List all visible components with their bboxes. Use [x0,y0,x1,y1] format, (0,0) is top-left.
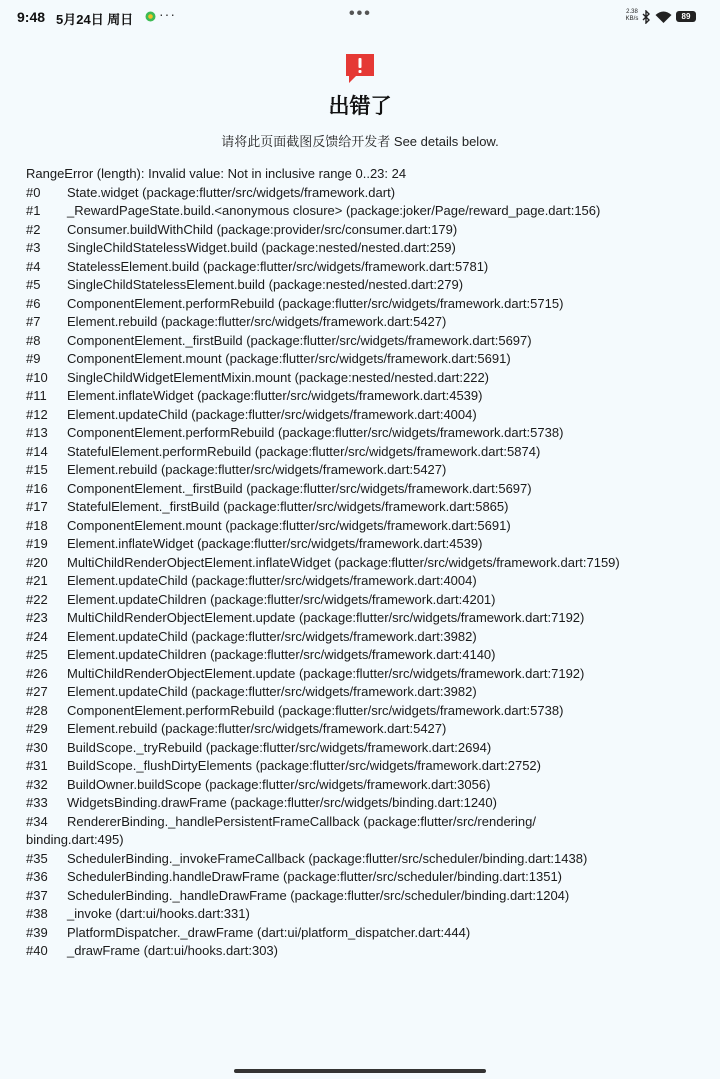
stack-frame-text: Consumer.buildWithChild (package:provider/src/consumer.dart:179) [67,221,458,237]
stack-frame-text: BuildScope._tryRebuild (package:flutter/src/widgets/framework.dart:2694) [67,739,492,755]
stack-frame-continuation: binding.dart:495) [26,832,124,847]
stack-frame-number: #0 [26,184,41,200]
app-notification-icon [145,11,156,22]
error-alert-icon [344,52,376,84]
stack-frame-text: SchedulerBinding._handleDrawFrame (package:flutter/src/scheduler/binding.dart:1204) [67,887,570,903]
stack-frame [26,202,706,221]
stack-frame [26,332,706,351]
stack-frame [26,665,706,684]
stack-frame [26,813,706,832]
stack-frame-number: #18 [26,517,48,533]
stack-frame-number: #23 [26,610,48,625]
battery-icon: 89 [676,11,696,22]
stack-frame-number: #29 [26,721,48,736]
stack-frame-text: BuildScope._flushDirtyElements (package:flutter/src/widgets/framework.dart:2752) [67,758,541,773]
stack-frame-number: #13 [26,425,48,440]
stack-frame-text: Element.inflateWidget (package:flutter/src/widgets/framework.dart:4539) [67,536,483,551]
stack-frame-text: Element.updateChild (package:flutter/src/widgets/framework.dart:4004) [67,573,477,588]
stack-frame-number: #22 [26,591,48,607]
stack-frame-number: #26 [26,665,48,681]
stack-frame [26,609,706,628]
stack-frame-number: #11 [26,388,47,403]
stack-frame-text: MultiChildRenderObjectElement.update (package:flutter/src/widgets/framework.dart:7192) [67,610,585,625]
stack-frame-number: #20 [26,554,48,570]
stack-frame [26,313,706,332]
stack-frame-number: #40 [26,943,48,958]
stack-frame-text: SchedulerBinding.handleDrawFrame (package:flutter/src/scheduler/binding.dart:1351) [67,869,562,884]
stack-frame [26,739,706,758]
network-speed-unit: KB/s [625,16,639,22]
stack-frame-number: #30 [26,739,48,755]
network-speed [622,9,642,23]
stack-frame [26,443,706,462]
stack-frame-text: ComponentElement._firstBuild (package:flutter/src/widgets/framework.dart:5697) [67,332,532,348]
stack-frame [26,942,706,961]
stack-frame-text: StatefulElement.performRebuild (package:flutter/src/widgets/framework.dart:5874) [67,443,541,459]
stack-frame-text: Element.rebuild (package:flutter/src/widgets/framework.dart:5427) [67,721,447,736]
stack-frame [26,350,706,369]
stack-frame-number: #12 [26,406,48,422]
stack-frame-text: ComponentElement.performRebuild (package:flutter/src/widgets/framework.dart:5715) [67,295,564,311]
stack-frame-number: #14 [26,443,48,459]
stack-frame-number: #33 [26,795,48,810]
stack-frame-text: ComponentElement._firstBuild (package:flutter/src/widgets/framework.dart:5697) [67,480,532,496]
stack-frame [26,683,706,702]
stack-frame-text: SingleChildWidgetElementMixin.mount (package:nested/nested.dart:222) [67,369,490,385]
stack-frame [26,424,706,443]
stack-frame-number: #4 [26,258,41,274]
stack-frame-text: StatefulElement._firstBuild (package:flutter/src/widgets/framework.dart:5865) [67,499,509,514]
stack-frame [26,905,706,924]
stack-frame-number: #17 [26,499,48,514]
stack-frame [26,461,706,480]
status-more-icon: ··· [159,6,176,22]
page-title: 出错了 [328,95,392,118]
stack-frame-number: #2 [26,221,41,237]
stack-frame-text: State.widget (package:flutter/src/widgets/framework.dart) [67,184,396,200]
stack-frame-text: ComponentElement.performRebuild (package:flutter/src/widgets/framework.dart:5738) [67,702,564,718]
stack-frame-text: MultiChildRenderObjectElement.inflateWidget (package:flutter/src/widgets/framework.dart:7159) [67,554,620,570]
stack-frame-text: PlatformDispatcher._drawFrame (dart:ui/platform_dispatcher.dart:444) [67,924,471,940]
stack-frame-number: #5 [26,277,41,292]
stack-frame [26,924,706,943]
stack-frame-text: Element.rebuild (package:flutter/src/widgets/framework.dart:5427) [67,462,447,477]
stack-frame [26,258,706,277]
stack-frame [26,480,706,499]
stack-frame-number: #36 [26,869,48,884]
stack-trace [26,184,706,961]
stack-frame-text: WidgetsBinding.drawFrame (package:flutter/src/widgets/binding.dart:1240) [67,795,497,810]
stack-frame-number: #16 [26,480,48,496]
stack-frame [26,276,706,295]
stack-frame-number: #37 [26,887,48,903]
stack-frame-number: #25 [26,647,48,662]
stack-frame-number: #35 [26,850,48,866]
stack-frame-text: ComponentElement.performRebuild (package:flutter/src/widgets/framework.dart:5738) [67,425,564,440]
stack-frame-number: #7 [26,314,41,329]
stack-frame-number: #34 [26,813,48,829]
stack-frame-text: Element.updateChild (package:flutter/src/widgets/framework.dart:4004) [67,406,477,422]
stack-frame [26,757,706,776]
stack-frame-text: Element.inflateWidget (package:flutter/src/widgets/framework.dart:4539) [67,388,483,403]
stack-frame [26,720,706,739]
stack-frame [26,184,706,203]
stack-frame [26,535,706,554]
stack-frame [26,628,706,647]
stack-frame [26,776,706,795]
stack-frame-number: #38 [26,906,48,921]
stack-frame-text: Element.updateChildren (package:flutter/src/widgets/framework.dart:4140) [67,647,496,662]
status-center-dots-icon[interactable]: ••• [349,5,372,22]
stack-frame [26,221,706,240]
stack-frame-text: BuildOwner.buildScope (package:flutter/src/widgets/framework.dart:3056) [67,776,491,792]
stack-frame-number: #27 [26,684,48,699]
stack-frame-number: #9 [26,351,41,366]
stack-frame-number: #15 [26,462,48,477]
home-indicator[interactable] [234,1069,486,1073]
stack-frame-number: #3 [26,240,41,255]
stack-frame-text: RendererBinding._handlePersistentFrameCallback (package:flutter/src/rendering/ [67,813,536,829]
stack-frame-number: #1 [26,203,41,218]
stack-frame-text: ComponentElement.mount (package:flutter/src/widgets/framework.dart:5691) [67,351,511,366]
stack-frame [26,591,706,610]
bluetooth-icon [641,10,651,24]
stack-frame-text: _drawFrame (dart:ui/hooks.dart:303) [67,943,278,958]
stack-frame [26,387,706,406]
stack-frame [26,850,706,869]
stack-frame-number: #6 [26,295,41,311]
stack-frame-number: #21 [26,573,48,588]
stack-frame-text: SingleChildStatelessElement.build (package:nested/nested.dart:279) [67,277,464,292]
stack-frame-text: _invoke (dart:ui/hooks.dart:331) [67,906,250,921]
stack-frame [26,887,706,906]
stack-frame-number: #19 [26,536,48,551]
wifi-icon [655,11,672,23]
page-subtitle: 请将此页面截图反馈给开发者 See details below. [221,134,499,149]
stack-frame [26,498,706,517]
stack-frame-text: _RewardPageState.build.<anonymous closure> (package:joker/Page/reward_page.dart:156) [67,203,601,218]
stack-frame [26,646,706,665]
stack-frame-text: ComponentElement.mount (package:flutter/src/widgets/framework.dart:5691) [67,517,511,533]
stack-frame-text: SchedulerBinding._invokeFrameCallback (package:flutter/src/scheduler/binding.dart:1438) [67,850,588,866]
stack-frame [26,868,706,887]
status-bar [0,0,720,34]
stack-frame-text: StatelessElement.build (package:flutter/src/widgets/framework.dart:5781) [67,258,489,274]
network-speed-value: 2.38 [626,9,638,15]
stack-frame [26,554,706,573]
stack-frame [26,295,706,314]
stack-frame-number: #8 [26,332,41,348]
stack-frame-number: #31 [26,758,48,773]
stack-frame-text: Element.updateChildren (package:flutter/src/widgets/framework.dart:4201) [67,591,496,607]
status-date: 5月24日 周日 [56,12,134,27]
stack-frame [26,369,706,388]
stack-frame-text: Element.updateChild (package:flutter/src/widgets/framework.dart:3982) [67,684,477,699]
stack-frame [26,702,706,721]
stack-frame [26,794,706,813]
stack-frame [26,239,706,258]
stack-frame-number: #39 [26,924,48,940]
stack-frame [26,572,706,591]
stack-frame-text: Element.updateChild (package:flutter/src/widgets/framework.dart:3982) [67,628,477,644]
stack-frame-text: MultiChildRenderObjectElement.update (package:flutter/src/widgets/framework.dart:7192) [67,665,585,681]
status-time: 9:48 [17,9,46,25]
stack-frame-text: Element.rebuild (package:flutter/src/widgets/framework.dart:5427) [67,314,447,329]
stack-frame [26,406,706,425]
stack-frame [26,517,706,536]
stack-frame-number: #32 [26,776,48,792]
stack-frame-text: SingleChildStatelessWidget.build (package:nested/nested.dart:259) [67,240,456,255]
stack-frame-number: #10 [26,369,48,385]
error-message: RangeError (length): Invalid value: Not in inclusive range 0..23: 24 [26,166,407,181]
stack-frame-number: #28 [26,702,48,718]
error-details [26,165,706,961]
stack-frame-number: #24 [26,628,48,644]
